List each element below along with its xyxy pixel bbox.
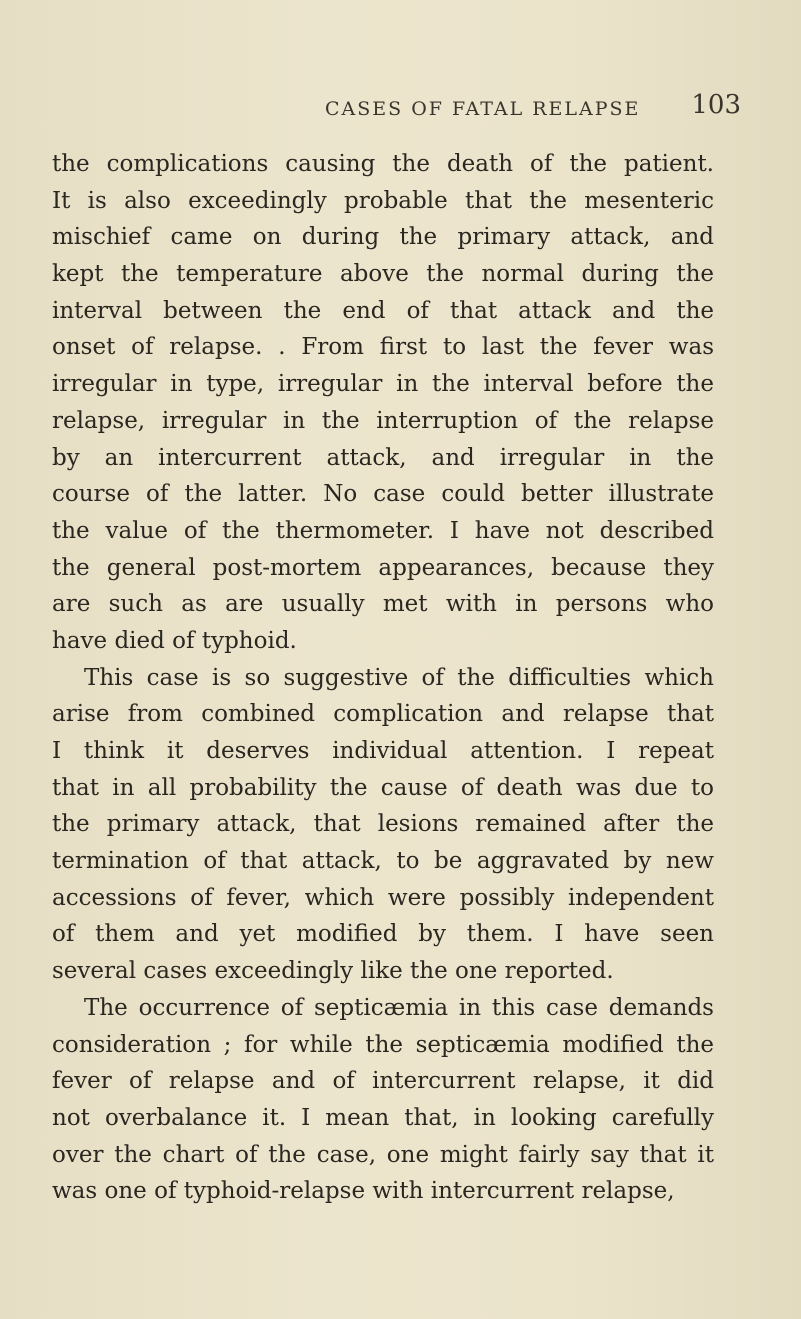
text-line: the primary attack, that lesions remained after the [52, 811, 714, 838]
text-line: arise from combined complication and relapse that [52, 701, 714, 728]
text-line: This case is so suggestive of the difficulties which [84, 664, 714, 691]
text-line: over the chart of the case, one might fairly say that it [52, 1141, 714, 1168]
text-line: course of the latter. No case could better illustrate [52, 481, 714, 508]
text-line: the complications causing the death of the patient. [52, 151, 714, 177]
text-line: kept the temperature above the normal during the [52, 261, 714, 288]
text-line: I think it deserves individual attention. I repeat [52, 738, 714, 764]
text-line: mischief came on during the primary attack, and [52, 224, 714, 251]
text-line: relapse, irregular in the interruption of the relapse [52, 407, 714, 434]
text-line: have died of typhoid. [52, 627, 297, 654]
body-text [52, 146, 714, 1210]
running-title: CASES OF FATAL RELAPSE [325, 98, 641, 120]
text-line: irregular in type, irregular in the interval before the [52, 371, 714, 398]
paragraph-2 [52, 660, 714, 990]
text-line: interval between the end of that attack and the [52, 297, 714, 324]
running-header [60, 88, 741, 128]
text-line: several cases exceedingly like the one reported. [52, 958, 614, 985]
text-line: fever of relapse and of intercurrent relapse, it did [52, 1068, 714, 1095]
text-line: It is also exceedingly probable that the mesenteric [52, 187, 714, 214]
text-line: of them and yet modified by them. I have seen [52, 921, 714, 948]
paragraph-3 [52, 990, 714, 1210]
text-line: was one of typhoid-relapse with intercurrent relapse, [52, 1178, 675, 1205]
text-line: the general post-mortem appearances, because they [52, 554, 714, 581]
paragraph-1 [52, 146, 714, 660]
text-line: accessions of fever, which were possibly independent [52, 884, 714, 911]
page-number: 103 [691, 90, 741, 120]
text-line: are such as are usually met with in persons who [52, 591, 714, 618]
text-line: by an intercurrent attack, and irregular in the [52, 444, 714, 471]
text-line: the value of the thermometer. I have not described [52, 517, 714, 544]
text-line: onset of relapse. . From first to last the fever was [52, 334, 714, 361]
text-line: termination of that attack, to be aggravated by new [52, 848, 714, 875]
text-line: not overbalance it. I mean that, in looking carefully [52, 1104, 714, 1131]
text-line: consideration ; for while the septicæmia modified the [52, 1031, 714, 1058]
text-line: that in all probability the cause of death was due to [52, 774, 714, 801]
text-line: The occurrence of septicæmia in this case demands [84, 994, 714, 1021]
